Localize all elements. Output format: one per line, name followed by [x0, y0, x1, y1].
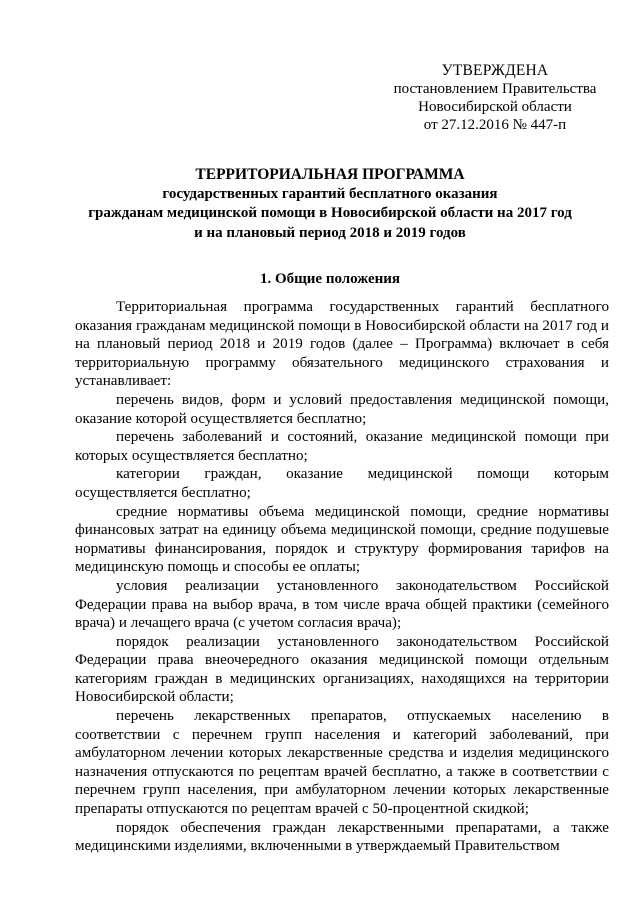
document-title	[60, 165, 600, 243]
title-line: гражданам медицинской помощи в Новосибирской области на 2017 год	[88, 205, 572, 221]
approval-stamp	[380, 62, 610, 134]
paragraph: средние нормативы объема медицинской помощи, средние нормативы финансовых затрат на единицу объема медицинской помощи, средние подушевые нормативы финансирования, порядок и структуру формирования тарифов на медицинскую помощь и способы ее оплаты;	[75, 503, 609, 576]
approval-heading: УТВЕРЖДЕНА	[441, 62, 549, 79]
section-heading: 1. Общие положения	[259, 271, 401, 287]
title-line: и на плановый период 2018 и 2019 годов	[194, 224, 466, 241]
paragraph: перечень заболеваний и состояний, оказание медицинской помощи при которых осуществляется бесплатно;	[75, 429, 609, 464]
paragraph: перечень видов, форм и условий предоставления медицинской помощи, оказание которой осуществляется бесплатно;	[75, 391, 609, 427]
paragraph: Территориальная программа государственных гарантий бесплатного оказания гражданам медицинской помощи в Новосибирской области на 2017 год и на плановый период 2018 и 2019 годов (далее – Программа) включает в себя территориальную программу обязательного медицинского страхования и устанавливает:	[75, 299, 609, 390]
paragraph: порядок реализации установленного законодательством Российской Федерации права внеочередного оказания медицинской помощи отдельным категориям граждан в медицинских организациях, находящихся на территории Новосибирской области;	[75, 633, 609, 706]
title-line: государственных гарантий бесплатного оказания	[162, 185, 498, 202]
paragraph: категории граждан, оказание медицинской помощи которым осуществляется бесплатно;	[75, 466, 609, 501]
approval-line: постановлением Правительства	[393, 81, 597, 97]
title-line: ТЕРРИТОРИАЛЬНАЯ ПРОГРАММА	[195, 166, 465, 183]
approval-line: Новосибирской области	[418, 99, 572, 115]
approval-date-number: от 27.12.2016 № 447-п	[423, 117, 567, 133]
paragraph: порядок обеспечения граждан лекарственными препаратами, а также медицинскими изделиями, включенными в утверждаемый Правительством	[75, 819, 609, 855]
body-text	[75, 298, 609, 856]
paragraph: перечень лекарственных препаратов, отпускаемых населению в соответствии с перечнем групп населения и категорий заболеваний, при амбулаторном лечении которых лекарственные средства и изделия медицинского назначения отпускаются по рецептам врачей бесплатно, а также в соответствии с перечнем групп населения, при амбулаторном лечении которых лекарственные препараты отпускаются по рецептам врачей с 50-процентной скидкой;	[75, 708, 609, 818]
paragraph: условия реализации установленного законодательством Российской Федерации права на выбор врача, в том числе врача общей практики (семейного врача) и лечащего врача (с учетом согласия врача);	[75, 577, 609, 632]
